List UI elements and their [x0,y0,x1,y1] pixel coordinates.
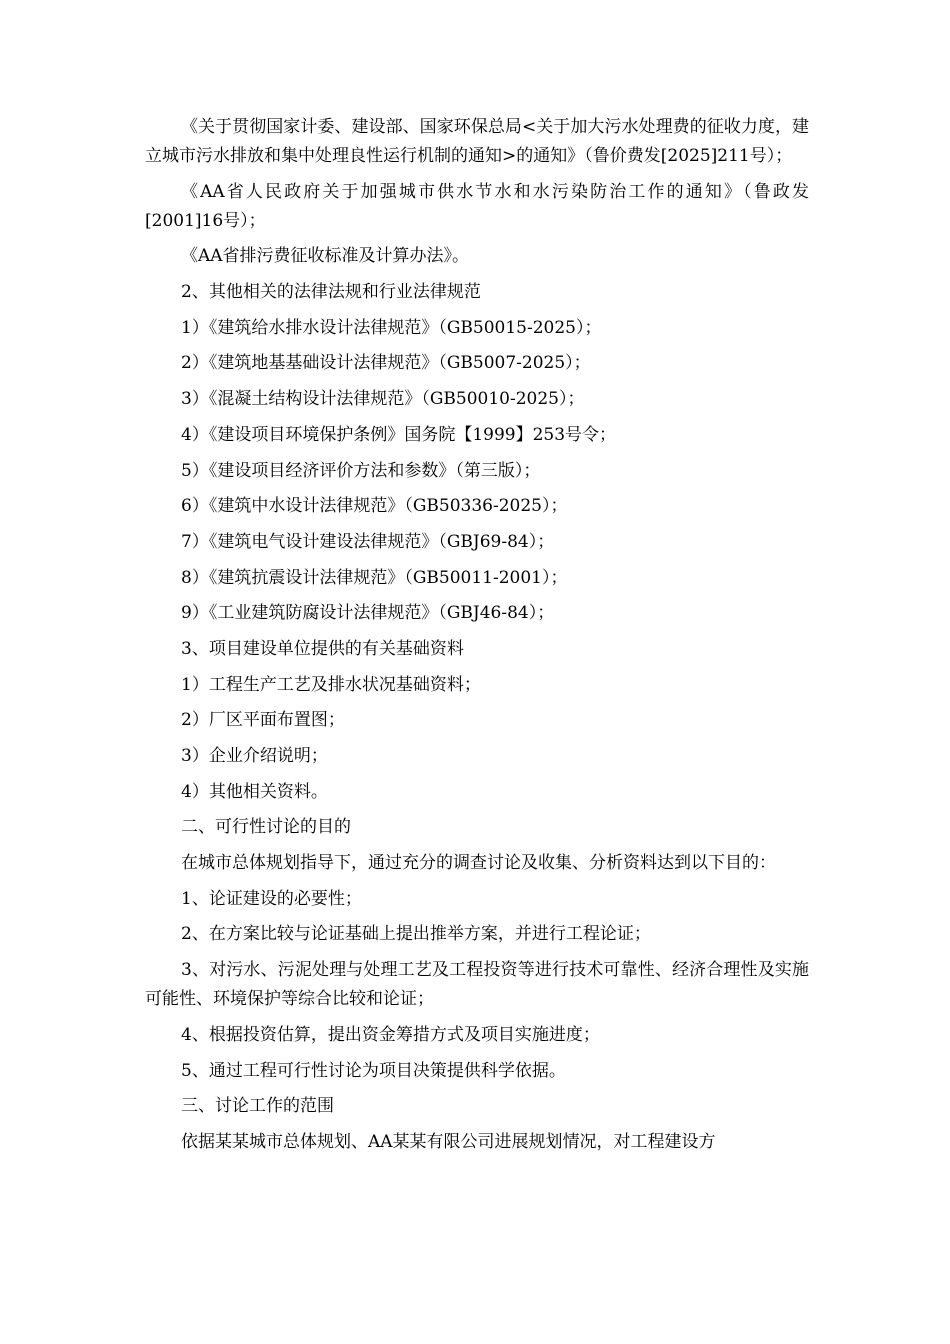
list-item: 3、对污水、污泥处理与处理工艺及工程投资等进行技术可靠性、经济合理性及实施可能性、环境保护等综合比较和论证； [145,960,809,1010]
list-item: 3）《混凝土结构设计法律规范》（GB50010-2025）； [181,389,585,410]
list-item: 5、通过工程可行性讨论为项目决策提供科学依据。 [181,1060,566,1081]
document-page [145,113,809,1164]
list-item: 4）其他相关资料。 [181,781,328,802]
list-item: 9）《工业建筑防腐设计法律规范》（GBJ46-84）； [181,603,555,624]
section-heading-other-regulations: 2、其他相关的法律法规和行业法律规范 [181,282,481,303]
list-item: 4）《建设项目环境保护条例》国务院【1999】253号令； [181,424,617,445]
section-heading-scope: 三、讨论工作的范围 [181,1096,334,1117]
paragraph-purpose-intro: 在城市总体规划指导下，通过充分的调查讨论及收集、分析资料达到以下目的： [181,853,776,874]
list-item: 2）厂区平面布置图； [181,710,345,731]
list-item: 5）《建设项目经济评价方法和参数》（第三版）； [181,460,541,481]
list-item: 3）企业介绍说明； [181,746,328,766]
section-heading-purpose: 二、可行性讨论的目的 [181,817,351,838]
list-item: 7）《建筑电气设计建设法律规范》（GBJ69-84）； [181,531,555,552]
list-item: 1）工程生产工艺及排水状况基础资料； [181,674,481,695]
paragraph-regulation-notice: 《关于贯彻国家计委、建设部、国家环保总局<关于加大污水处理费的征收力度，建立城市污水排放和集中处理良性运行机制的通知>的通知》（鲁价费发[2025]211号）； [145,117,809,166]
list-item: 4、根据投资估算，提出资金筹措方式及项目实施进度； [181,1024,600,1045]
list-item: 1）《建筑给水排水设计法律规范》（GB50015-2025）； [181,317,602,338]
paragraph-fee-standard: 《AA省排污费征收标准及计算办法》。 [181,246,470,267]
paragraph-scope-intro: 依据某某城市总体规划、AA某某有限公司进展规划情况，对工程建设方 [181,1131,716,1152]
list-item: 1、论证建设的必要性； [181,888,362,909]
list-item: 2）《建筑地基基础设计法律规范》（GB5007-2025）； [181,353,591,374]
paragraph-provincial-notice: 《AA省人民政府关于加强城市供水节水和水污染防治工作的通知》（鲁政发[2001]16号）； [145,181,809,231]
list-item: 2、在方案比较与论证基础上提出推举方案，并进行工程论证； [181,924,651,945]
list-item: 8）《建筑抗震设计法律规范》（GB50011-2001）； [181,567,568,588]
section-heading-basic-materials: 3、项目建设单位提供的有关基础资料 [181,638,464,659]
list-item: 6）《建筑中水设计法律规范》（GB50336-2025）； [181,496,568,517]
